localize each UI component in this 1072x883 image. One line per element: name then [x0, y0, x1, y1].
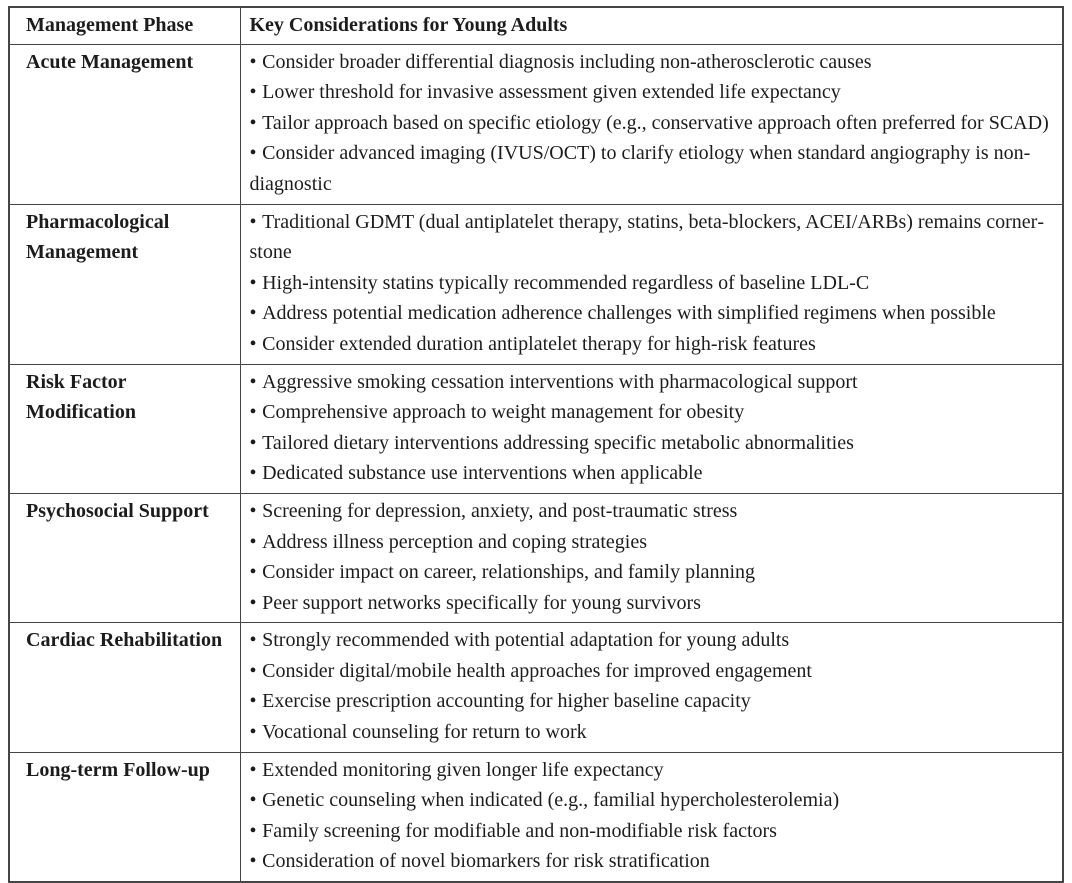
- bullet-item: [250, 397, 1057, 428]
- considerations-cell: [240, 364, 1063, 493]
- bullet-item: [250, 755, 1057, 786]
- considerations-cell: [240, 623, 1063, 752]
- bullet-icon: •: [249, 659, 257, 682]
- bullet-text: Genetic counseling when indicated (e.g., familial hypercholesterolemia): [262, 789, 840, 812]
- bullet-icon: •: [249, 789, 257, 812]
- bullet-text: Consideration of novel biomarkers for risk stratification: [262, 850, 710, 873]
- bullet-item: [250, 625, 1057, 656]
- bullet-item: [250, 816, 1057, 847]
- bullet-item: [250, 138, 1057, 199]
- phase-cell: Psychosocial Support: [9, 493, 240, 622]
- bullet-text: Strongly recommended with potential adaptation for young adults: [262, 629, 790, 652]
- bullet-text: Lower threshold for invasive assessment given extended life expectancy: [262, 81, 841, 104]
- bullet-text: Tailor approach based on specific etiology (e.g., conservative approach often preferred for SCAD): [262, 111, 1049, 134]
- bullet-text: Traditional GDMT (dual antiplatelet therapy, statins, beta-blockers, ACEI/ARBs) remains cornerstone: [249, 210, 1044, 264]
- table-row-acute-management: [9, 44, 1063, 204]
- bullet-item: [250, 527, 1057, 558]
- bullet-text: Vocational counseling for return to work: [262, 721, 587, 744]
- bullet-icon: •: [249, 431, 257, 454]
- bullet-icon: •: [249, 721, 257, 744]
- bullet-icon: •: [249, 629, 257, 652]
- bullet-icon: •: [249, 332, 257, 355]
- bullet-item: [250, 367, 1057, 398]
- bullet-item: [250, 458, 1057, 489]
- phase-cell: Acute Management: [9, 44, 240, 204]
- bullet-icon: •: [249, 50, 257, 73]
- bullet-item: [250, 268, 1057, 299]
- bullet-item: [250, 47, 1057, 78]
- bullet-item: [250, 207, 1057, 268]
- bullet-item: [250, 717, 1057, 748]
- bullet-text: Comprehensive approach to weight management for obesity: [262, 401, 745, 424]
- bullet-icon: •: [249, 302, 257, 325]
- bullet-icon: •: [249, 850, 257, 873]
- bullet-text: Consider extended duration antiplatelet therapy for high-risk features: [262, 332, 816, 355]
- considerations-cell: [240, 752, 1063, 882]
- bullet-icon: •: [249, 499, 257, 522]
- bullet-icon: •: [249, 142, 257, 165]
- bullet-text: Consider broader differential diagnosis including non-atherosclerotic causes: [262, 50, 872, 73]
- table-row-psychosocial-support: [9, 493, 1063, 622]
- bullet-item: [250, 77, 1057, 108]
- bullet-text: Extended monitoring given longer life expectancy: [262, 758, 664, 781]
- bullet-item: [250, 329, 1057, 360]
- bullet-item: [250, 656, 1057, 687]
- column-header-management-phase: Management Phase: [9, 7, 240, 44]
- bullet-item: [250, 557, 1057, 588]
- bullet-text: Consider impact on career, relationships, and family planning: [262, 561, 756, 584]
- bullet-text: Aggressive smoking cessation interventions with pharmacological support: [262, 370, 858, 393]
- bullet-icon: •: [249, 271, 257, 294]
- bullet-item: [250, 298, 1057, 329]
- bullet-icon: •: [249, 530, 257, 553]
- bullet-icon: •: [249, 758, 257, 781]
- bullet-item: [250, 846, 1057, 877]
- phase-cell: Risk Factor Modification: [9, 364, 240, 493]
- bullet-text: Screening for depression, anxiety, and post-traumatic stress: [262, 499, 738, 522]
- bullet-icon: •: [249, 690, 257, 713]
- bullet-text: Tailored dietary interventions addressing specific metabolic abnormalities: [262, 431, 854, 454]
- bullet-icon: •: [249, 591, 257, 614]
- table-row-risk-factor-modification: [9, 364, 1063, 493]
- phase-cell: Pharmacological Management: [9, 204, 240, 364]
- bullet-text: High-intensity statins typically recommended regardless of baseline LDL-C: [262, 271, 870, 294]
- header-row: [9, 7, 1063, 44]
- bullet-item: [250, 108, 1057, 139]
- bullet-text: Family screening for modifiable and non-modifiable risk factors: [262, 819, 777, 842]
- bullet-text: Consider advanced imaging (IVUS/OCT) to clarify etiology when standard angiography is non-diagnostic: [249, 142, 1031, 195]
- bullet-item: [250, 496, 1057, 527]
- bullet-text: Consider digital/mobile health approaches for improved engagement: [262, 659, 812, 682]
- phase-cell: Cardiac Rehabilitation: [9, 623, 240, 752]
- bullet-item: [250, 686, 1057, 717]
- table-row-long-term-follow-up: [9, 752, 1063, 882]
- table-row-cardiac-rehabilitation: [9, 623, 1063, 752]
- bullet-icon: •: [249, 210, 257, 233]
- considerations-cell: [240, 44, 1063, 204]
- bullet-item: [250, 785, 1057, 816]
- column-header-key-considerations: Key Considerations for Young Adults: [240, 7, 1063, 44]
- management-considerations-table: [8, 6, 1064, 883]
- bullet-icon: •: [249, 819, 257, 842]
- considerations-cell: [240, 493, 1063, 622]
- bullet-text: Exercise prescription accounting for higher baseline capacity: [262, 690, 751, 713]
- bullet-icon: •: [249, 462, 257, 485]
- bullet-item: [250, 588, 1057, 619]
- bullet-icon: •: [249, 401, 257, 424]
- bullet-icon: •: [249, 370, 257, 393]
- bullet-item: [250, 428, 1057, 459]
- bullet-icon: •: [249, 111, 257, 134]
- bullet-icon: •: [249, 81, 257, 104]
- table-row-pharmacological-management: [9, 204, 1063, 364]
- bullet-text: Dedicated substance use interventions when applicable: [262, 462, 703, 485]
- considerations-cell: [240, 204, 1063, 364]
- bullet-text: Address illness perception and coping strategies: [262, 530, 648, 553]
- bullet-text: Peer support networks specifically for young survivors: [262, 591, 701, 614]
- bullet-icon: •: [249, 561, 257, 584]
- bullet-text: Address potential medication adherence challenges with simplified regimens when possible: [262, 302, 996, 325]
- phase-cell: Long-term Follow-up: [9, 752, 240, 882]
